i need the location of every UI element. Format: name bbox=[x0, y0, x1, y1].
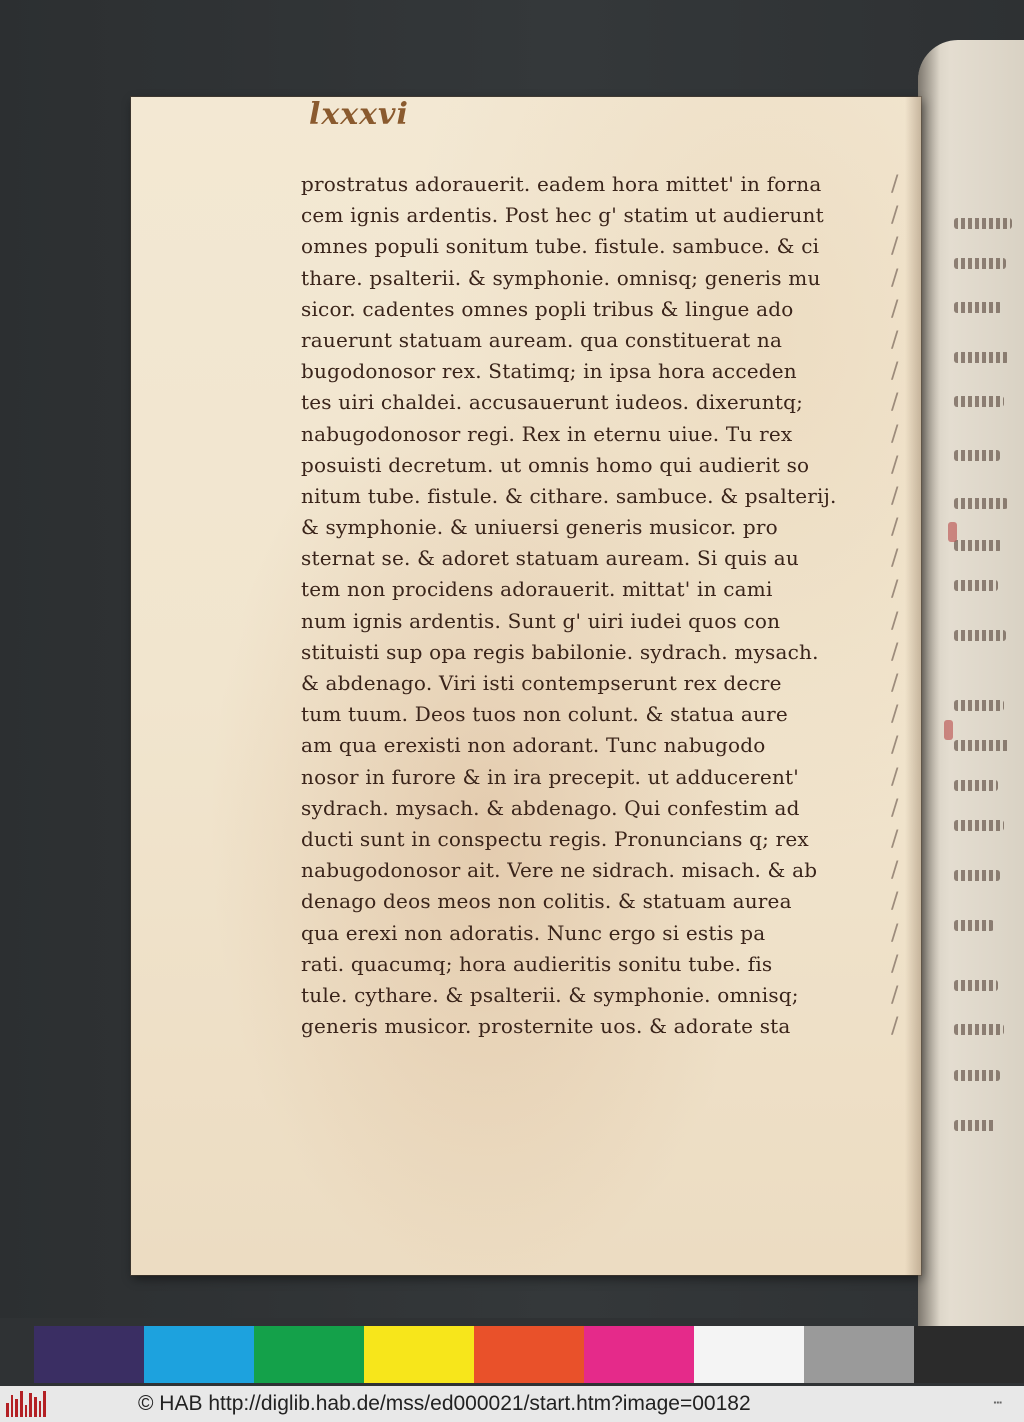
facing-page bbox=[918, 40, 1024, 1330]
manuscript-line: qua erexi non adoratis. Nunc ergo si estis pa bbox=[301, 920, 766, 945]
manuscript-line: sydrach. mysach. & abdenago. Qui confestim ad bbox=[301, 795, 800, 820]
footer-mark: ▪▪▪ bbox=[993, 1398, 1002, 1407]
folio-number: lxxxvi bbox=[309, 97, 409, 132]
manuscript-line: tem non procidens adorauerit. mittat' in cami bbox=[301, 577, 773, 602]
margin-tick: / bbox=[891, 546, 899, 572]
margin-tick: / bbox=[891, 265, 899, 291]
manuscript-line: stituisti sup opa regis babilonie. sydrach. mysach. bbox=[301, 639, 819, 664]
manuscript-line: thare. psalterii. & symphonie. omnisq; generis mu bbox=[301, 265, 821, 290]
margin-tick: / bbox=[891, 1014, 899, 1040]
logo-bar bbox=[39, 1401, 42, 1417]
margin-tick: / bbox=[891, 702, 899, 728]
logo-bar bbox=[6, 1403, 9, 1417]
margin-tick: / bbox=[891, 577, 899, 603]
margin-tick: / bbox=[891, 639, 899, 665]
margin-line-marks bbox=[891, 169, 921, 1042]
margin-tick: / bbox=[891, 515, 899, 541]
margin-tick: / bbox=[891, 452, 899, 478]
manuscript-line: nosor in furore & in ira precepit. ut adducerent' bbox=[301, 764, 799, 789]
margin-tick: / bbox=[891, 421, 899, 447]
margin-tick: / bbox=[891, 889, 899, 915]
logo-bar bbox=[15, 1399, 18, 1417]
color-swatch bbox=[254, 1326, 364, 1383]
margin-tick: / bbox=[891, 671, 899, 696]
color-swatch bbox=[584, 1326, 694, 1383]
color-swatch bbox=[804, 1326, 914, 1383]
margin-tick: / bbox=[891, 826, 899, 852]
manuscript-line: omnes populi sonitum tube. fistule. sambuce. & ci bbox=[301, 234, 820, 259]
manuscript-line: & symphonie. & uniuersi generis musicor. pro bbox=[301, 515, 778, 540]
color-swatch bbox=[474, 1326, 584, 1383]
manuscript-line: prostratus adorauerit. eadem hora mittet' in forna bbox=[301, 172, 822, 196]
margin-tick: / bbox=[891, 234, 899, 260]
copyright-text: © HAB bbox=[138, 1392, 203, 1415]
color-swatch bbox=[144, 1326, 254, 1383]
manuscript-line: & abdenago. Viri isti contempserunt rex decre bbox=[301, 671, 782, 695]
manuscript-line: nabugodonosor ait. Vere ne sidrach. misach. & ab bbox=[301, 858, 818, 883]
manuscript-line: posuisti decretum. ut omnis homo qui audierit so bbox=[301, 452, 810, 477]
footer-credit bbox=[138, 1391, 751, 1417]
margin-tick: / bbox=[891, 951, 899, 977]
hab-logo-icon bbox=[6, 1389, 46, 1417]
logo-bar bbox=[29, 1393, 32, 1417]
source-url-link[interactable]: http://diglib.hab.de/mss/ed000021/start.htm?image=00182 bbox=[208, 1392, 751, 1415]
margin-tick: / bbox=[891, 764, 899, 790]
logo-bar bbox=[43, 1391, 46, 1417]
color-swatch bbox=[364, 1326, 474, 1383]
color-swatch bbox=[34, 1326, 144, 1383]
manuscript-line: tule. cythare. & psalterii. & symphonie. omnisq; bbox=[301, 982, 799, 1007]
margin-tick: / bbox=[891, 296, 899, 322]
manuscript-line: cem ignis ardentis. Post hec g' statim ut audierunt bbox=[301, 203, 824, 228]
manuscript-line: tes uiri chaldei. accusauerunt iudeos. dixeruntq; bbox=[301, 390, 804, 415]
margin-tick: / bbox=[891, 390, 899, 416]
logo-bar bbox=[11, 1395, 14, 1417]
color-calibration-bar bbox=[34, 1326, 1024, 1383]
manuscript-line: rati. quacumq; hora audieritis sonitu tube. fis bbox=[301, 951, 773, 976]
manuscript-line: denago deos meos non colitis. & statuam aurea bbox=[301, 889, 792, 914]
margin-tick: / bbox=[891, 483, 899, 509]
manuscript-line: nitum tube. fistule. & cithare. sambuce. & psalterij. bbox=[301, 483, 837, 508]
manuscript-line: num ignis ardentis. Sunt g' uiri iudei quos con bbox=[301, 608, 781, 633]
manuscript-line: ducti sunt in conspectu regis. Pronuncians q; rex bbox=[301, 826, 809, 851]
margin-tick: / bbox=[891, 795, 899, 821]
margin-tick: / bbox=[891, 982, 899, 1008]
margin-tick: / bbox=[891, 172, 899, 197]
manuscript-line: bugodonosor rex. Statimq; in ipsa hora acceden bbox=[301, 359, 797, 384]
margin-tick: / bbox=[891, 359, 899, 385]
manuscript-line: sicor. cadentes omnes popli tribus & lingue ado bbox=[301, 296, 794, 321]
logo-bar bbox=[34, 1397, 37, 1417]
manuscript-line: am qua erexisti non adorant. Tunc nabugodo bbox=[301, 733, 766, 758]
manuscript-text bbox=[301, 169, 901, 1042]
manuscript-folio bbox=[131, 97, 921, 1275]
manuscript-line: rauerunt statuam auream. qua constituerat na bbox=[301, 327, 783, 352]
manuscript-line: sternat se. & adoret statuam auream. Si quis au bbox=[301, 546, 799, 571]
margin-tick: / bbox=[891, 920, 899, 946]
color-swatch bbox=[694, 1326, 804, 1383]
manuscript-line: generis musicor. prosternite uos. & adorate sta bbox=[301, 1014, 791, 1039]
margin-tick: / bbox=[891, 858, 899, 884]
footer bbox=[0, 1386, 1024, 1422]
logo-bar bbox=[25, 1405, 28, 1417]
manuscript-line: tum tuum. Deos tuos non colunt. & statua aure bbox=[301, 702, 788, 727]
margin-tick: / bbox=[891, 608, 899, 634]
color-swatch bbox=[914, 1326, 1024, 1383]
margin-tick: / bbox=[891, 203, 899, 229]
logo-bar bbox=[20, 1391, 23, 1417]
margin-tick: / bbox=[891, 327, 899, 353]
manuscript-line: nabugodonosor regi. Rex in eternu uiue. Tu rex bbox=[301, 421, 793, 446]
margin-tick: / bbox=[891, 733, 899, 759]
